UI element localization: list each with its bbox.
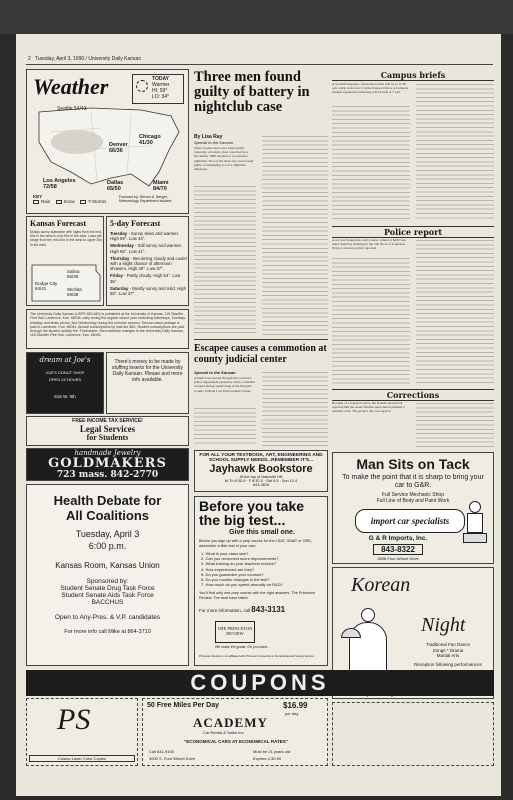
forecast-by: Forecast by: Steven A. Berger, Meteorology Department student <box>119 195 172 204</box>
kansas-forecast-box <box>26 216 104 306</box>
weather-key <box>33 194 113 204</box>
bookstore-name: Jayhawk Bookstore <box>209 463 313 475</box>
city-seattle: Seattle <box>57 106 73 112</box>
korean-item: Traditional Fan Dance <box>425 642 471 647</box>
masthead-text: The University Daily Kansan (USPS 650-640) is published at the University of Kansas, 118 Stauffer-Flint Hall, Lawrence, Kan. 66045, daily during the regular school year excluding Saturdays, Sundays, holidays and finals period, and Wednesday during the summer session. Second-class postage is paid in Lawrence, Kan. 66044. Annual subscriptions by mail are $50. Student subscriptions are paid through the student activity fee. Postmaster: Send address changes to the University Daily Kansan, 118 Stauffer-Flint Hall, Lawrence, Kan. 66045. <box>30 312 187 338</box>
forecast-day: Wednesday - Still sunny and warmer. High 65°. Low 41°. <box>110 243 183 254</box>
joes-hours: OPEN 24 HOURS <box>48 377 82 382</box>
ks-city-salina-temps: 56/36 <box>67 274 79 279</box>
academy-must: Must be 21 years old <box>253 749 291 754</box>
ks-city-wichita: Wichita <box>67 287 82 292</box>
bigtest-intro: Before you sign up with a prep course for the LSAT, GMAT or GRE, administer a little test of your own. <box>199 539 312 548</box>
corrections-box <box>332 389 494 449</box>
tax-ad <box>26 416 189 446</box>
briefs-column-text <box>416 82 494 220</box>
kansas-forecast-text: Mostly sunny statewide with highs from the mid-60s in the west to mid-50s in the east. Lows will range from the mid-40s in the west to upper 30s in the east. <box>30 230 102 247</box>
health-more: For more info call Mike at 864-3710 <box>64 629 151 635</box>
jewelry-line3: 723 mass. 842-2770 <box>56 470 159 480</box>
bigtest-phone: 843-3131 <box>251 605 286 614</box>
academy-sub: Car Rental & Sales Inc. <box>203 730 245 735</box>
tack-bullet: Full Service Mechanic Shop <box>382 492 444 498</box>
story2-lead: A brief scare spread through the Lawrence police department yesterday when a criminal escaped during questioning at the Douglas County Judicial Law Enforcement Center. <box>194 376 255 393</box>
academy-expires: Expires 4-30-90 <box>253 756 282 761</box>
academy-price: $16.99 <box>283 701 308 710</box>
joes-name: dream at Joe's <box>39 356 91 364</box>
forecast-day: Tuesday - Sunny skies and warmer. High 59°. Low 34°. <box>110 231 179 242</box>
page-header <box>28 56 141 62</box>
goldmakers-ad <box>26 448 189 481</box>
ks-city-dodge-temps: 64/41 <box>35 286 47 291</box>
story2-headline: Escapee causes a commotion at county judicial center <box>194 343 327 365</box>
joes-sub: JOE'S DONUT SHOP <box>45 370 85 375</box>
key-snow: Snow <box>63 199 75 204</box>
health-date: Tuesday, April 3 <box>75 529 140 539</box>
story-headline: Three men found guilty of battery in nightclub case <box>194 69 310 115</box>
today-sub: Warmer <box>152 82 170 88</box>
inserts-ad <box>106 352 189 414</box>
inserts-text: There's money to be made by stuffing inserts for the University Daily Kansan. Please and more info available. <box>111 359 184 383</box>
jewelry-line1: handmade Jewelry <box>74 449 141 457</box>
bigtest-question: 5. Do you guarantee your courses? <box>201 571 264 577</box>
story-byline-sub: Special to the Kansan <box>194 140 233 145</box>
campus-briefs-title: Campus briefs <box>332 70 494 81</box>
health-time: 6:00 p.m. <box>88 541 127 551</box>
health-title: Health Debate for <box>53 493 162 508</box>
health-open: Open to Any-Pres. & V.P. candidates <box>54 614 161 621</box>
bigtest-question: 3. What training do your teachers receive? <box>201 561 277 567</box>
health-sponsored: Sponsored by: <box>86 578 129 585</box>
bigtest-outro: You'll find only one prep course with the right answers. The Princeton Review. The best have failed. <box>199 591 315 600</box>
jayhawk-bookstore-ad <box>194 450 328 492</box>
police-report-lead: A car was broken into and a stereo valued at $200 was taken Saturday morning in the 100 block of Louisiana Drive, Lawrence police reported. <box>332 238 406 251</box>
forecast-day: Friday - Partly cloudy. High 53°. Low 35°. <box>110 273 181 284</box>
ps-coupon <box>26 698 138 766</box>
key-storms: T-Storms <box>88 199 107 204</box>
ps-sub: Cosmo Laser Color Copies <box>29 755 135 762</box>
academy-coupon <box>142 698 328 766</box>
health-sponsor: Student Senate Drug Task Force <box>60 585 155 592</box>
princeton-footer: Princeton Review is not affiliated with Princeton University or the Educational Testing Service. <box>199 654 315 658</box>
tax-title: FREE INCOME TAX SERVICE! <box>72 418 143 424</box>
forecast-day: Thursday - Becoming cloudy and cooler with a slight chance of afternoon showers. High 48°. Low 37°. <box>110 255 188 272</box>
police-report-title: Police report <box>332 226 494 238</box>
bigtest-question: 6. Do you monitor changes in the test? <box>201 577 270 583</box>
masthead-box <box>26 309 189 349</box>
five-day-box <box>106 216 189 306</box>
academy-call: Call 841-9100 <box>149 749 174 754</box>
korean-title: Korean <box>351 574 411 596</box>
ks-city-dodge: Dodge City <box>35 281 58 286</box>
bigtest-info: For more information, call <box>199 608 251 613</box>
bigtest-sub: Give this small one. <box>229 529 295 536</box>
tack-address: 2808 Four-Wheel Drive <box>377 556 419 561</box>
academy-economical: "ECONOMICAL CARS AT ECONOMICAL RATES" <box>184 739 288 744</box>
bookstore-sub: At the top of Naismith Hill <box>239 475 283 479</box>
man-sits-on-tack-ad <box>332 452 494 564</box>
joes-address: 616 W. 9th <box>54 394 76 399</box>
bigtest-title: Before you take the big test... <box>199 498 305 528</box>
city-denver: Denver <box>109 142 128 148</box>
story2-column-text <box>194 406 256 446</box>
tack-title: Man Sits on Tack <box>356 456 470 472</box>
corrections-title: Corrections <box>332 389 494 401</box>
today-hi: HI: 59° <box>152 88 168 94</box>
city-seattle-temps: 54/43 <box>73 106 87 112</box>
bigtest-question: 1. What is your class size? <box>201 551 249 556</box>
tack-bullet: Full Line of Body and Paint Work <box>376 498 450 504</box>
briefs-column-text <box>332 104 410 220</box>
city-dallas: Dallas <box>107 180 124 186</box>
city-denver-temps: 66/36 <box>109 148 123 154</box>
cartoon-man-icon <box>461 501 489 545</box>
health-sponsor: BACCHUS <box>91 599 124 606</box>
five-day-title: 5-day Forecast <box>110 219 161 228</box>
coupons-title: COUPONS <box>190 670 330 695</box>
today-lo: LO: 34° <box>152 94 170 100</box>
blank-coupon <box>332 702 494 766</box>
health-sponsor: Student Senate Aids Task Force <box>61 592 154 599</box>
bigtest-question: 2. Can you reconnect score improvements? <box>201 556 279 562</box>
city-miami-temps: 84/70 <box>153 186 167 192</box>
city-miami: Miami <box>153 180 169 186</box>
princeton-logo: THE PRINCETON REVIEW <box>215 621 255 643</box>
korean-item: Martial Arts <box>436 653 460 658</box>
academy-addr: 3000 S. Four Wheel Drive <box>149 756 196 761</box>
bookstore-line1: FOR ALL YOUR TEXTBOOK, ART, ENGINEERING AND SCHOOL SUPPLY NEEDS...REMEMBER IT'S... <box>199 453 323 463</box>
page-number: 2 <box>28 56 31 62</box>
forecast-day: Saturday - Mostly sunny and mild. High 58°. Low 37°. <box>110 285 186 297</box>
tack-phone: 843-8322 <box>373 544 423 555</box>
police-column-text <box>416 238 494 384</box>
tax-line1: Legal Services <box>79 424 136 434</box>
bigtest-question: 7. How much do you spend annually on R&D? <box>201 582 283 588</box>
academy-per: per day <box>285 711 299 716</box>
kansas-forecast-title: Kansas Forecast <box>30 219 87 228</box>
coupons-banner <box>26 670 494 696</box>
corrections-lead: Because of a reporter's error, the Kansan incorrectly reported that the Asian Student Association planned a cultural event. The group's day was April 4. <box>332 401 405 414</box>
scan-border-top <box>0 0 513 34</box>
health-place: Kansas Room, Kansas Union <box>55 561 160 570</box>
rain-icon <box>33 200 39 204</box>
header-date-line: Tuesday, April 3, 1990 / University Daily Kansan <box>34 56 142 62</box>
story-column-text <box>194 184 256 336</box>
corrections-column-text <box>416 401 494 447</box>
weather-title: Weather <box>33 74 109 99</box>
city-la: Los Angeles <box>43 178 76 184</box>
princeton-review-ad <box>194 496 328 666</box>
health-title2: All Coalitions <box>65 508 150 523</box>
city-la-temps: 72/58 <box>43 184 57 190</box>
tack-company: G & R Imports, Inc. <box>368 535 428 542</box>
city-dallas-temps: 65/50 <box>107 186 121 192</box>
storm-icon <box>80 200 86 204</box>
key-label: KEY <box>33 194 43 199</box>
jewelry-line2: GOLDMAKERS <box>48 456 167 471</box>
bookstore-phone: 843-3826 <box>252 483 270 487</box>
ks-city-wichita-temps: 59/38 <box>67 292 79 297</box>
academy-logo: ACADEMY <box>193 715 268 730</box>
story2-byline: Special to the Kansan <box>194 370 236 375</box>
joes-ad <box>26 352 104 414</box>
police-report-box <box>332 226 494 386</box>
today-label: TODAY <box>152 76 169 82</box>
ps-logo: PS <box>57 703 91 736</box>
city-chicago: Chicago <box>139 134 161 140</box>
police-column-text <box>332 256 410 384</box>
snow-icon <box>56 200 62 204</box>
story-column-text <box>262 134 328 336</box>
newspaper-page <box>16 34 501 796</box>
city-chicago-temps: 41/30 <box>139 140 153 146</box>
korean-reception: Reception following performances <box>414 661 482 667</box>
princeton-tagline: We make the grade. Do you want... <box>215 645 270 649</box>
header-rule <box>26 64 493 65</box>
korean-item: Songs * Drama <box>432 647 464 653</box>
tax-line2: for Students <box>86 433 129 442</box>
campus-briefs-box <box>332 70 494 222</box>
health-debate-ad <box>26 484 189 666</box>
key-rain: Rain <box>41 199 51 204</box>
bookstore-hours: M-Th 8:30-9 · F 8:30-5 · Sat 9-5 · Sun 12-4 <box>224 479 298 483</box>
sun-icon <box>136 80 148 92</box>
academy-miles: 50 Free Miles Per Day <box>147 702 219 709</box>
bigtest-question: 4. How experienced are they? <box>201 566 255 572</box>
korean-night: Night <box>421 614 466 636</box>
campus-briefs-lead: A Swahili language conversation table will be at 11:30 a.m. today at Alcove C in the Kansas Union. A Lutheran student organization meeting will be held at 7 p.m. <box>332 82 409 95</box>
story-rule <box>194 339 328 340</box>
weather-box <box>26 69 189 214</box>
story-lead: Three Topeka men were found guilty yesterday of battery, then convicted in a November 1989 incident at a Lawrence nightclub. Two of the three also were found guilty of attempting to rob a nightclub employee. <box>194 146 254 172</box>
story-byline: By Lisa Ray <box>194 134 223 140</box>
import-car-logo: import car specialists <box>355 509 465 533</box>
ks-city-salina: Salina <box>67 269 80 274</box>
tack-sub: To make the point that it is sharp to bring your car to G&R. <box>342 474 484 489</box>
story2-column-text <box>262 370 328 446</box>
today-box <box>132 74 184 104</box>
